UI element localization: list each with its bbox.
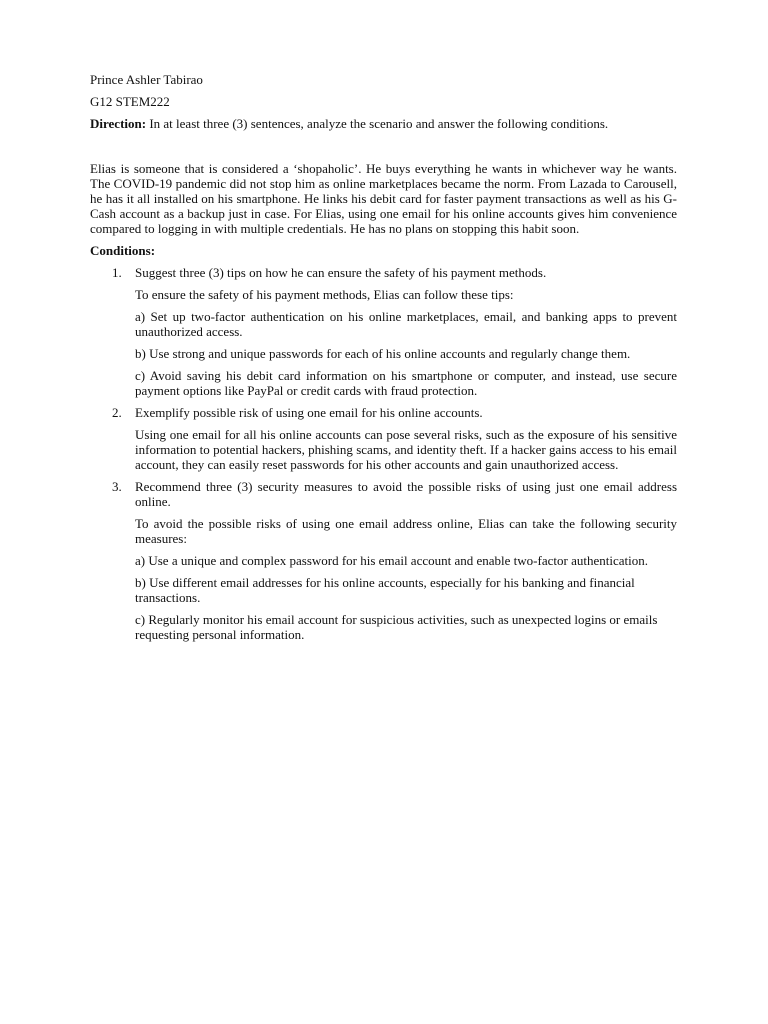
answer-item: b) Use strong and unique passwords for each of his online accounts and regularly change them. <box>135 346 631 361</box>
answer-item: c) Regularly monitor his email account for suspicious activities, such as unexpected logins or emails requesting personal information. <box>135 612 658 642</box>
student-section: G12 STEM222 <box>90 94 170 109</box>
student-name: Prince Ashler Tabirao <box>90 72 203 87</box>
conditions-heading: Conditions: <box>90 243 156 258</box>
answer-item: c) Avoid saving his debit card information on his smartphone or computer, and instead, use secure payment options like PayPal or credit cards with fraud protection. <box>135 368 677 398</box>
condition-question-text: Suggest three (3) tips on how he can ensure the safety of his payment methods. <box>135 265 547 280</box>
direction-label: Direction: <box>90 116 147 131</box>
condition-number: 3. <box>112 479 122 494</box>
condition-question <box>90 405 677 420</box>
answer-item: a) Set up two-factor authentication on his online marketplaces, email, and banking apps to prevent unauthorized access. <box>135 309 677 339</box>
condition-question-text: Recommend three (3) security measures to avoid the possible risks of using just one email address online. <box>135 479 677 509</box>
answer-paragraph: Using one email for all his online accounts can pose several risks, such as the exposure of his sensitive information to potential hackers, phishing scams, and identity theft. If a hacker gains access to his email account, they can easily reset passwords for his other accounts and gain unauthorized access. <box>135 427 677 472</box>
spacer <box>90 138 677 161</box>
condition-number: 1. <box>112 265 122 280</box>
condition-item <box>90 479 677 642</box>
condition-number: 2. <box>112 405 122 420</box>
condition-question <box>90 265 677 280</box>
answer-item: a) Use a unique and complex password for his email account and enable two-factor authentication. <box>135 553 648 568</box>
condition-question-text: Exemplify possible risk of using one email for his online accounts. <box>135 405 483 420</box>
answer-item: b) Use different email addresses for his online accounts, especially for his banking and financial transactions. <box>135 575 635 605</box>
document-body <box>90 72 677 649</box>
scenario-paragraph: Elias is someone that is considered a ‘shopaholic’. He buys everything he wants in whichever way he wants. The COVID-19 pandemic did not stop him as online marketplaces became the norm. From Lazada to Carousell, he has it all installed on his smartphone. He links his debit card for faster payment transactions as well as his G-Cash account as a backup just in case. For Elias, using one email for his online accounts gives him convenience compared to logging in with multiple credentials. He has no plans on stopping this habit soon. <box>90 161 677 236</box>
condition-question <box>90 479 677 509</box>
direction-paragraph <box>90 116 677 131</box>
answer-intro: To avoid the possible risks of using one email address online, Elias can take the following security measures: <box>135 516 677 546</box>
direction-text: In at least three (3) sentences, analyze the scenario and answer the following conditions. <box>146 116 609 131</box>
condition-item <box>90 265 677 398</box>
condition-item <box>90 405 677 472</box>
answer-intro: To ensure the safety of his payment methods, Elias can follow these tips: <box>135 287 514 302</box>
